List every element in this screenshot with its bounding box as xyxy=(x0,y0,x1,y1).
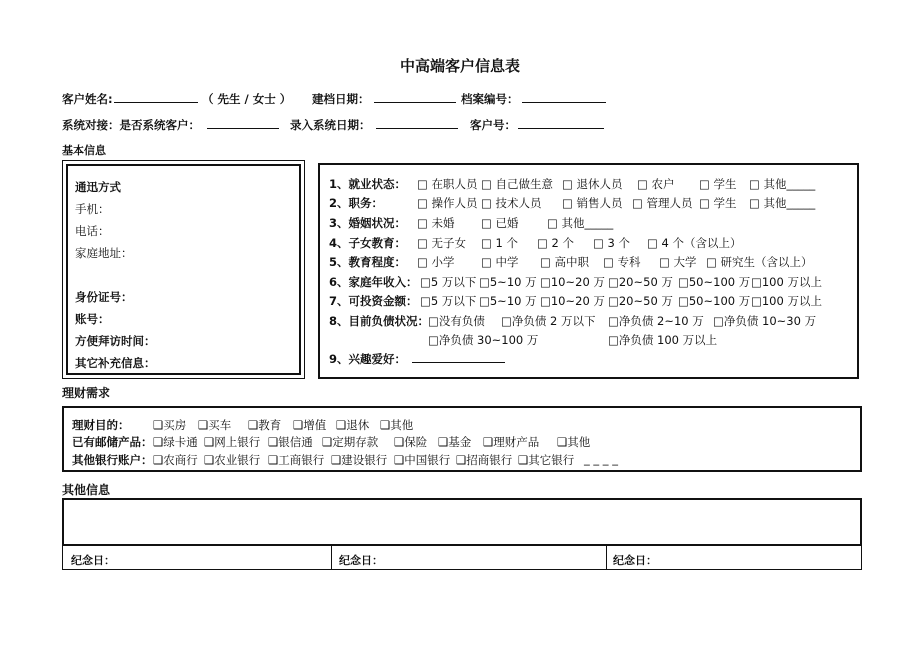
post-product-option[interactable]: ❑绿卡通 xyxy=(153,435,198,449)
q2-option[interactable]: □ 操作人员 xyxy=(417,196,478,210)
q1-option[interactable]: □ 退休人员 xyxy=(562,177,623,191)
q5-option[interactable]: □ 大学 xyxy=(659,255,697,269)
memorial-label: 纪念日： xyxy=(339,554,383,567)
post-products-label: 已有邮储产品： xyxy=(72,435,153,449)
q8-option[interactable]: □净负债 30~100 万 xyxy=(428,333,539,347)
q4-option[interactable]: □ 3 个 xyxy=(593,236,630,250)
q4-label: 4、子女教育： xyxy=(329,236,407,250)
post-product-option[interactable]: ❑定期存款 xyxy=(322,435,379,449)
finance-section-label: 理财需求 xyxy=(62,386,111,400)
customer-no-label: 客户号： xyxy=(470,118,516,132)
system-customer-label: 系统对接：是否系统客户： xyxy=(62,118,200,132)
q7-option[interactable]: □10~20 万 xyxy=(540,294,605,308)
other-bank-label: 其他银行账户： xyxy=(72,453,153,467)
q4-option[interactable]: □ 2 个 xyxy=(537,236,574,250)
other-info-label: 其它补充信息： xyxy=(75,356,156,370)
basic-info-section-label: 基本信息 xyxy=(62,144,106,157)
entry-date-field[interactable] xyxy=(376,117,458,129)
id-no-label: 身份证号： xyxy=(75,290,133,304)
post-product-option[interactable]: ❑保险 xyxy=(394,435,428,449)
q4-option[interactable]: □ 4 个（含以上） xyxy=(647,236,742,250)
q8-option[interactable]: □没有负债 xyxy=(428,314,485,328)
q3-option[interactable]: □ 其他_____ xyxy=(547,216,614,230)
post-product-option[interactable]: ❑理财产品 xyxy=(483,435,540,449)
q8-option[interactable]: □净负债 2~10 万 xyxy=(608,314,704,328)
q4-option[interactable]: □ 1 个 xyxy=(481,236,518,250)
q1-label: 1、就业状态： xyxy=(329,177,407,191)
q5-option[interactable]: □ 小学 xyxy=(417,255,455,269)
q4-option[interactable]: □ 无子女 xyxy=(417,236,467,250)
q7-option[interactable]: □5~10 万 xyxy=(479,294,537,308)
q6-option[interactable]: □5~10 万 xyxy=(479,275,537,289)
file-date-field[interactable] xyxy=(374,91,456,103)
entry-date-label: 录入系统日期： xyxy=(290,118,371,132)
q2-option[interactable]: □ 技术人员 xyxy=(481,196,542,210)
q6-option[interactable]: □5 万以下 xyxy=(420,275,477,289)
phone-label: 电话： xyxy=(75,224,110,238)
q2-option[interactable]: □ 销售人员 xyxy=(562,196,623,210)
q8-option[interactable]: □净负债 100 万以上 xyxy=(608,333,718,347)
q1-option[interactable]: □ 在职人员 xyxy=(417,177,478,191)
q7-label: 7、可投资金额： xyxy=(329,294,418,308)
q3-label: 3、婚姻状况： xyxy=(329,216,407,230)
post-product-option[interactable]: ❑基金 xyxy=(438,435,472,449)
q2-label: 2、职务： xyxy=(329,196,384,210)
q8-option[interactable]: □净负债 10~30 万 xyxy=(713,314,817,328)
q1-option[interactable]: □ 农户 xyxy=(637,177,675,191)
q7-option[interactable]: □50~100 万 xyxy=(678,294,751,308)
post-product-option[interactable]: ❑银信通 xyxy=(268,435,313,449)
q7-option[interactable]: □100 万以上 xyxy=(751,294,822,308)
file-no-label: 档案编号： xyxy=(461,92,519,106)
customer-no-field[interactable] xyxy=(518,117,604,129)
q6-option[interactable]: □100 万以上 xyxy=(751,275,822,289)
memorial-divider xyxy=(331,544,332,569)
q9-label: 9、兴趣爱好： xyxy=(329,352,407,366)
customer-name-label: 客户姓名: xyxy=(62,92,113,106)
customer-name-field[interactable] xyxy=(114,91,198,103)
bank-option[interactable]: ❑农商行 xyxy=(153,453,198,467)
goal-option[interactable]: ❑教育 xyxy=(248,418,282,432)
bank-option[interactable]: ❑招商银行 xyxy=(456,453,513,467)
q5-option[interactable]: □ 研究生（含以上） xyxy=(706,255,813,269)
post-product-option[interactable]: ❑网上银行 xyxy=(204,435,261,449)
q2-option[interactable]: □ 学生 xyxy=(699,196,737,210)
other-info-section-label: 其他信息 xyxy=(62,483,111,497)
q3-option[interactable]: □ 未婚 xyxy=(417,216,455,230)
q8-label: 8、目前负债状况： xyxy=(329,314,430,328)
q5-option[interactable]: □ 中学 xyxy=(481,255,519,269)
post-product-option[interactable]: ❑其他 xyxy=(557,435,591,449)
q1-option[interactable]: □ 学生 xyxy=(699,177,737,191)
bank-option[interactable]: ❑中国银行 xyxy=(394,453,451,467)
system-customer-field[interactable] xyxy=(207,117,279,129)
bank-option[interactable]: ❑其它银行 xyxy=(518,453,575,467)
contact-title: 通迅方式 xyxy=(75,180,121,194)
q3-option[interactable]: □ 已婚 xyxy=(481,216,519,230)
mobile-label: 手机： xyxy=(75,202,110,216)
goal-label: 理财目的： xyxy=(72,418,130,432)
bank-option[interactable]: ❑工商银行 xyxy=(268,453,325,467)
questions-box xyxy=(318,163,859,379)
file-date-label: 建档日期： xyxy=(312,92,370,106)
q5-label: 5、教育程度： xyxy=(329,255,407,269)
q1-option[interactable]: □ 自己做生意 xyxy=(481,177,554,191)
other-info-box[interactable] xyxy=(62,498,862,546)
goal-option[interactable]: ❑其他 xyxy=(380,418,414,432)
bank-option[interactable]: ❑建设银行 xyxy=(331,453,388,467)
finance-box xyxy=(62,406,862,472)
q6-option[interactable]: □20~50 万 xyxy=(608,275,673,289)
goal-option[interactable]: ❑退休 xyxy=(336,418,370,432)
q2-option[interactable]: □ 其他_____ xyxy=(749,196,816,210)
contact-box xyxy=(62,160,305,379)
q7-option[interactable]: □5 万以下 xyxy=(420,294,477,308)
goal-option[interactable]: ❑增值 xyxy=(293,418,327,432)
q6-label: 6、家庭年收入： xyxy=(329,275,418,289)
q5-option[interactable]: □ 高中职 xyxy=(540,255,590,269)
file-no-field[interactable] xyxy=(522,91,606,103)
address-label: 家庭地址： xyxy=(75,246,133,260)
q6-option[interactable]: □50~100 万 xyxy=(678,275,751,289)
q2-option[interactable]: □ 管理人员 xyxy=(632,196,693,210)
goal-option[interactable]: ❑买车 xyxy=(198,418,232,432)
q1-option[interactable]: □ 其他_____ xyxy=(749,177,816,191)
memorial-label: 纪念日： xyxy=(71,554,115,567)
q5-option[interactable]: □ 专科 xyxy=(603,255,641,269)
q7-option[interactable]: □20~50 万 xyxy=(608,294,673,308)
bank-option[interactable]: ❑农业银行 xyxy=(204,453,261,467)
account-label: 账号： xyxy=(75,312,110,326)
q8-option[interactable]: □净负债 2 万以下 xyxy=(501,314,596,328)
page-title: 中高端客户信息表 xyxy=(399,57,520,75)
goal-option[interactable]: ❑买房 xyxy=(153,418,187,432)
memorial-row xyxy=(62,544,862,570)
memorial-label: 纪念日： xyxy=(613,554,657,567)
bank-other-blank: _ _ _ _ xyxy=(584,452,618,466)
q6-option[interactable]: □10~20 万 xyxy=(540,275,605,289)
memorial-divider xyxy=(606,544,607,569)
visit-time-label: 方便拜访时间： xyxy=(75,334,156,348)
gender-label: （ 先生 / 女士 ） xyxy=(202,92,292,106)
q9-hobby-field[interactable] xyxy=(412,351,505,363)
